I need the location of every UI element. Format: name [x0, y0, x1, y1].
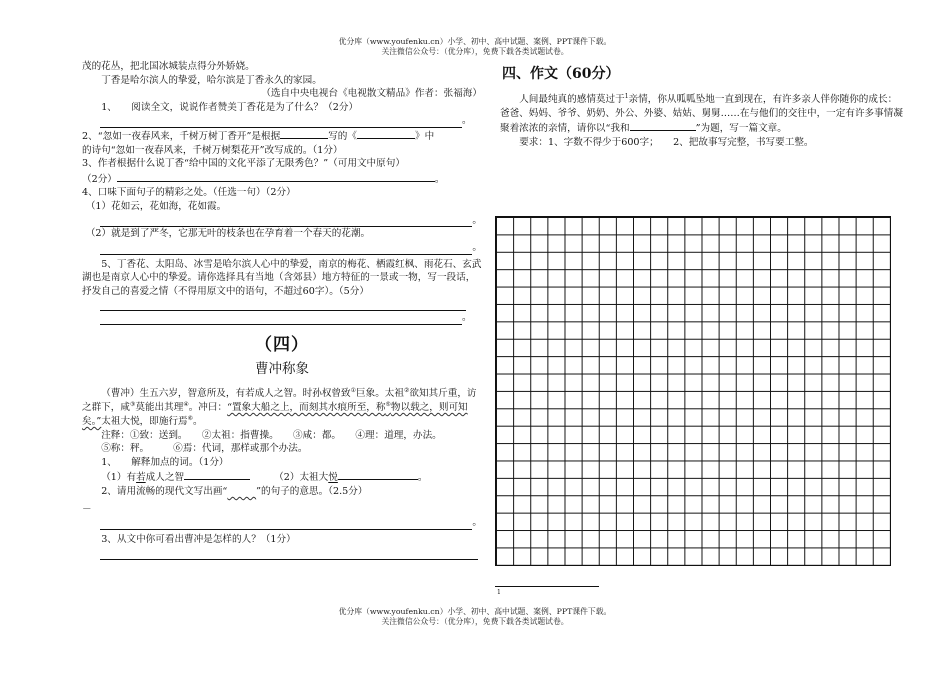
header-line-1: 优分库（www.youfenku.cn）小学、初中、高中试题、案例、PPT课件下载。 [338, 37, 612, 46]
answer-line-row: 。 [82, 516, 482, 530]
answer-blank[interactable] [357, 128, 415, 139]
essay-requirements: 要求：1、字数不得少于600字； 2、把故事写完整，书写要工整。 [519, 136, 814, 148]
footnote-marker: 1 [497, 589, 501, 596]
left-column [82, 60, 482, 560]
question-c1-items: （1）有若成人之智 （2）太祖大悦 。 [82, 469, 482, 485]
answer-blank[interactable] [117, 171, 435, 182]
section-title: 曹冲称象 [255, 361, 309, 378]
answer-line-row: 。 [82, 311, 482, 325]
page-header [0, 37, 950, 56]
wavy-sample [227, 486, 256, 497]
page-footer [0, 607, 950, 626]
question-4-option-1: （1）花如云，花如海，花如霞。 [85, 201, 227, 213]
answer-line[interactable] [100, 312, 462, 325]
passage-paragraph: 茂的花丛，把北国冰城装点得分外娇娆。 [82, 61, 255, 72]
answer-line-row: 。 [82, 114, 482, 128]
composition-grid[interactable] [495, 216, 891, 566]
answer-line[interactable] [100, 298, 466, 311]
question-2-cont: 的诗句“忽如一夜春风来，千树万树梨花开”改写成的。（1分） [82, 144, 343, 156]
essay-title: 四、作文（60分） [502, 66, 620, 82]
footnote-ref: 1 [624, 92, 629, 100]
question-2: 2、“忽如一夜春风来，千树万树丁香开”是根据 写的《 》中 [82, 128, 482, 144]
classical-passage: （曹冲）生五六岁，智意所及，有若成人之智。时孙权曾致①巨象。太祖②欲知其斤重，访之群下，咸③莫能出其理④。冲曰：“置象大船之上，而刻其水痕所至，称⑤物以载之，则可知矣。”太祖大悦，即施行焉⑥。 [82, 387, 477, 428]
answer-dash: － [82, 503, 92, 515]
dotted-word: 若 [136, 472, 146, 484]
title-blank[interactable] [630, 120, 696, 131]
dotted-word: 悦 [328, 472, 338, 484]
answer-blank[interactable] [338, 469, 418, 480]
answer-line[interactable] [100, 547, 478, 560]
answer-blank[interactable] [280, 128, 328, 139]
question-5: 5、丁香花、太阳岛、冰雪是哈尔滨人心中的挚爱，南京的梅花、栖霞红枫、雨花石、玄武湖也是南京人心中的挚爱。请你选择具有当地（含郊县）地方特征的一景或一物，写一段话，抒发自己的喜爱之情（不得用原文中的语句，不超过60字）。（5分） [82, 258, 482, 297]
question-1: 1、 阅读全文，说说作者赞美丁香花是为了什么？（2分） [101, 101, 359, 113]
answer-line[interactable] [100, 115, 462, 128]
footer-line-2: 关注微信公众号：（优分库），免费下载各类试题试卷。 [381, 616, 569, 626]
answer-line-row: 。 [82, 214, 482, 228]
annotation-notes: ⑤称：秤。 ⑥焉：代词，那样或那个办法。 [101, 443, 308, 455]
wavy-underlined-sentence: “置象大船之上，而刻其水痕所至，称⑤物以载之，则可知矣。” [82, 401, 468, 428]
question-3-cont: （2分） 。 [82, 171, 482, 187]
question-c3: 3、从文中你可看出曹冲是怎样的人？（1分） [101, 533, 296, 545]
answer-blank[interactable] [184, 469, 250, 480]
header-line-2: 关注微信公众号：（优分库），免费下载各类试题试卷。 [381, 46, 569, 56]
question-3: 3、作者根据什么说丁香“给中国的文化平添了无限秀色？”（可用文中原句） [82, 158, 405, 170]
footnote-divider [495, 586, 599, 587]
passage-source: （选自中央电视台《电视散文精品》作者：张福海） [261, 88, 482, 100]
question-4-option-2: （2）就是到了严冬，它那无叶的枝条也在孕育着一个春天的花潮。 [85, 228, 371, 240]
question-4: 4、口味下面句子的精彩之处。（任选一句）（2分） [82, 187, 296, 199]
annotation-notes: 注释：①致：送到。 ②太祖：指曹操。 ③咸：都。 ④理：道理，办法。 [101, 429, 442, 441]
answer-line[interactable] [100, 517, 472, 530]
passage-paragraph: 丁香是哈尔滨人的挚爱，哈尔滨是丁香永久的家园。 [101, 74, 322, 86]
right-column [500, 63, 904, 150]
answer-line[interactable] [100, 242, 472, 255]
answer-line-row: 。 [82, 241, 482, 255]
question-c1: 1、 解释加点的词。（1分） [101, 456, 229, 468]
essay-prompt: 人间最纯真的感情莫过于$^1$亲情，你从呱呱坠地一直到现在，有许多亲人伴你随你的成长：爸爸、妈妈、爷爷、奶奶、外公、外婆、姑姑、舅舅……在与他们的交往中，一定有许多事情凝聚着浓浓的亲情，请你以“我和 ”为题，写一篇文章。 [500, 92, 903, 135]
footer-line-1: 优分库（www.youfenku.cn）小学、初中、高中试题、案例、PPT课件下载。 [338, 607, 612, 616]
section-number: （四） [255, 334, 309, 355]
answer-line[interactable] [100, 214, 472, 227]
question-c2: 2、请用流畅的现代文写出画“ ”的句子的意思。（2.5分） [101, 486, 368, 498]
